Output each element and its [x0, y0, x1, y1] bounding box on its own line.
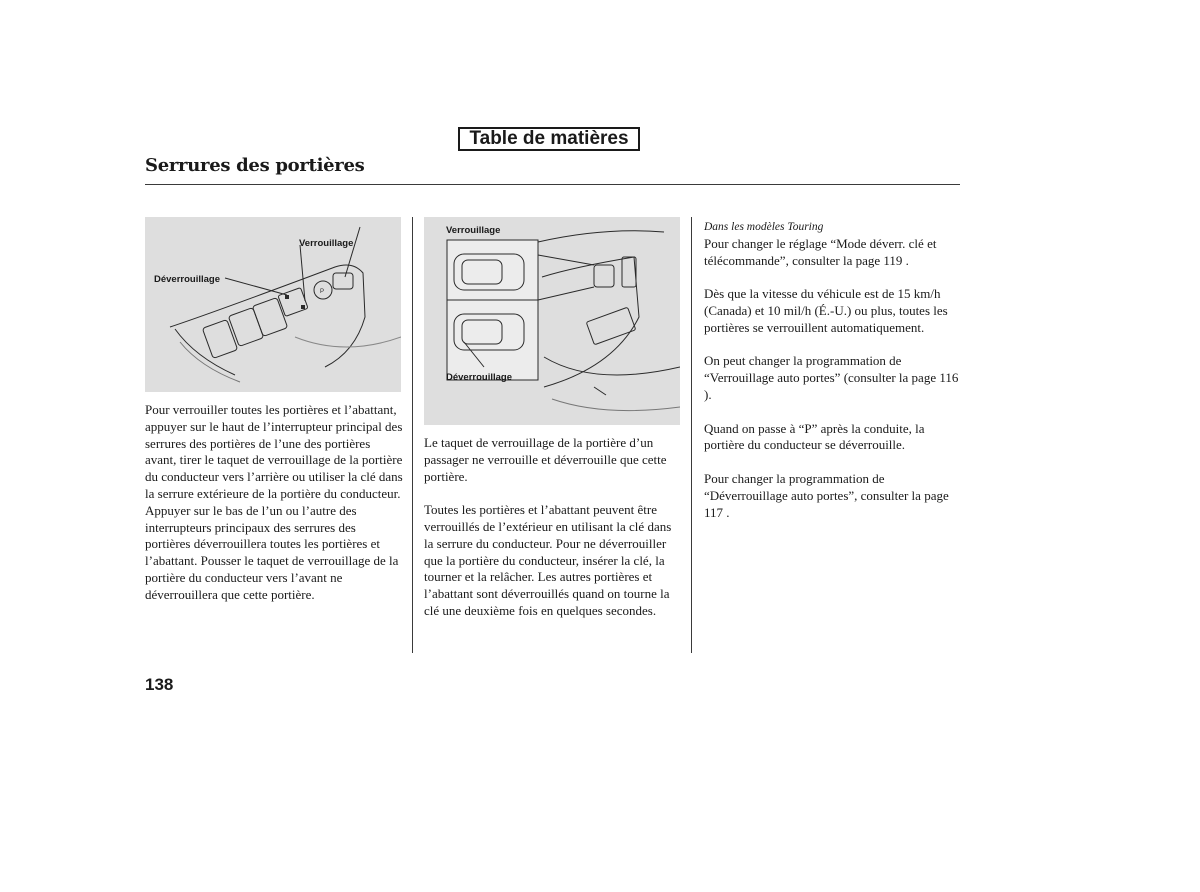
- section-title: Serrures des portières: [145, 155, 365, 176]
- column-1-text: [145, 402, 403, 604]
- door-lock-tab-illustration: [424, 217, 680, 425]
- col3-paragraph-2: Dès que la vitesse du véhicule est de 15 km/h (Canada) et 10 mil/h (É.-U.) ou plus, toutes les portières se verrouillent automatiquement.: [704, 286, 948, 335]
- col1-paragraph-1: Pour verrouiller toutes les portières et l’abattant, appuyer sur le haut de l’interrupteur principal des serrures des portières de l’une des portières avant, tirer le taquet de verrouillage de la portière du conducteur vers l’arrière ou utiliser la clé dans la serrure extérieure de la portière du conducteur.: [145, 402, 403, 501]
- col3-paragraph-5: Pour changer la programmation de “Déverrouillage auto portes”, consulter la page 117 .: [704, 470, 949, 520]
- table-of-contents-button[interactable]: Table de matières: [458, 127, 640, 151]
- figure2-lock-label: Verrouillage: [446, 225, 501, 236]
- model-note: Dans les modèles Touring: [704, 221, 824, 233]
- figure-door-lock-tab: [424, 217, 680, 425]
- col2-paragraph-2: Toutes les portières et l’abattant peuvent être verrouillés de l’extérieur en utilisant la clé dans la serrure du conducteur. Pour ne déverrouiller que la portière du conducteur, insérer la clé, la tourner et la relâcher. Les autres portières et l’abattant sont déverrouillés quand on tourne la clé une deuxième fois en quelques secondes.: [424, 502, 672, 618]
- column-3-text: [704, 219, 964, 521]
- col2-paragraph-1: Le taquet de verrouillage de la portière d’un passager ne verrouille et déverrouille que cette portière.: [424, 435, 667, 484]
- figure1-lock-label: Verrouillage: [299, 238, 354, 249]
- column-divider-right: [691, 217, 692, 653]
- col3-paragraph-3: On peut changer la programmation de “Verrouillage auto portes” (consulter la page 116 ).: [704, 353, 959, 402]
- figure-master-lock-switch: [145, 217, 401, 392]
- svg-text:P: P: [319, 289, 325, 295]
- col1-paragraph-2: Appuyer sur le bas de l’un ou l’autre des interrupteurs principaux des serrures des portières déverrouillera toutes les portières et l’abattant. Pousser le taquet de verrouillage de la portière du conducteur vers l’avant ne déverrouillera que cette portière.: [145, 502, 399, 602]
- col3-paragraph-1: Pour changer le réglage “Mode déverr. clé et télécommande”, consulter la page 119 .: [704, 235, 937, 268]
- figure1-unlock-label: Déverrouillage: [154, 274, 220, 285]
- col3-paragraph-4: Quand on passe à “P” après la conduite, la portière du conducteur se déverrouille.: [704, 420, 925, 453]
- column-2-text: [424, 435, 682, 620]
- page-number: 138: [145, 675, 174, 694]
- column-divider-left: [412, 217, 413, 653]
- title-rule: [145, 184, 960, 185]
- figure2-unlock-label: Déverrouillage: [446, 372, 512, 383]
- master-lock-switch-illustration: [145, 217, 401, 392]
